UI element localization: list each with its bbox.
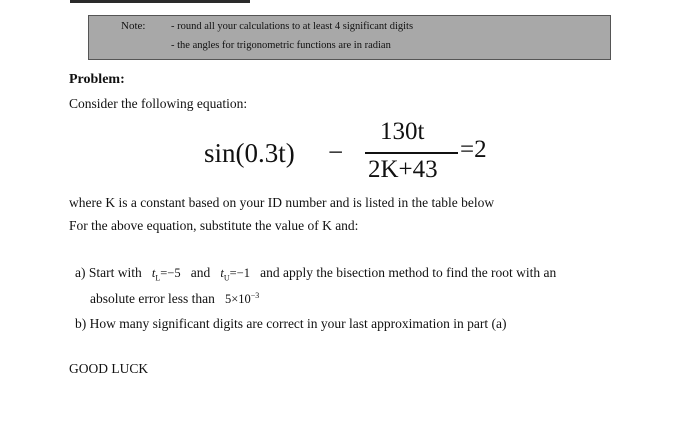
equation-numerator: 130t (380, 118, 425, 145)
part-a-and: and (190, 265, 211, 280)
note-line-radian: - the angles for trigonometric functions are in radian (171, 40, 391, 51)
equation-denominator: 2K+43 (368, 156, 438, 183)
part-a-tu: $t_U=-1$ (220, 266, 250, 283)
part-a-tl: $t_L=-5$ (151, 266, 181, 283)
closing-text: GOOD LUCK (69, 361, 149, 376)
equation-minus-sign: − (328, 137, 344, 167)
top-divider-bar (70, 0, 250, 3)
equation (200, 118, 520, 188)
where-text: where K is a constant based on your ID number and is listed in the table below (69, 195, 495, 210)
part-a-start: a) Start with (75, 265, 142, 280)
note-box (88, 15, 611, 60)
part-a-rest: and apply the bisection method to find the root with an (260, 265, 557, 280)
equation-fraction-bar (365, 152, 458, 154)
problem-title: Problem: (69, 72, 125, 87)
equation-sin-term: sin(0.3t) (204, 138, 295, 168)
part-a-line1 (75, 265, 556, 283)
note-label: Note: (121, 20, 146, 32)
part-a-error-value: $5\times 10^{-3}$ (224, 291, 260, 307)
equation-rhs: =2 (460, 136, 487, 163)
substitute-text: For the above equation, substitute the value of K and: (69, 218, 359, 233)
part-b: b) How many significant digits are correct in your last approximation in part (a) (75, 316, 507, 331)
part-a-error-label: absolute error less than (90, 291, 215, 307)
part-a-line2 (90, 291, 259, 307)
problem-intro: Consider the following equation: (69, 96, 248, 111)
note-line-precision: - round all your calculations to at least 4 significant digits (171, 21, 414, 32)
